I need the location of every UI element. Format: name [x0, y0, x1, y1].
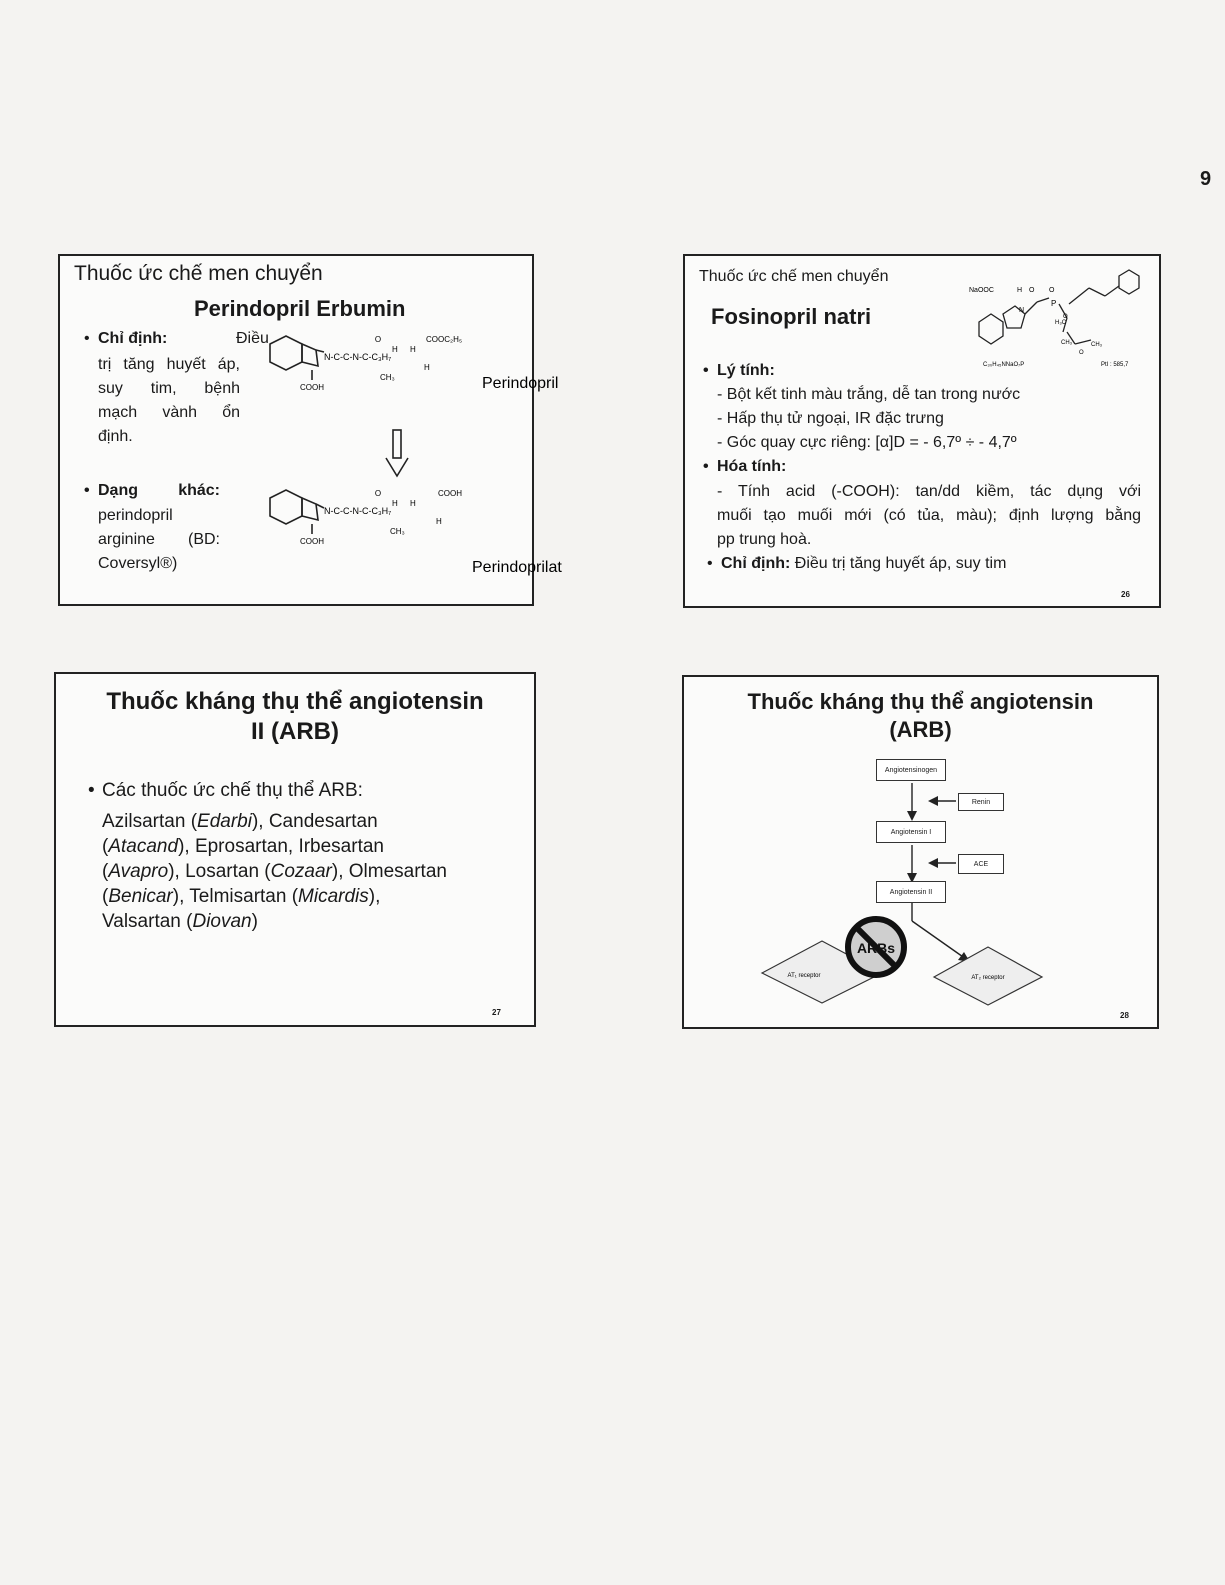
struct-text: H — [410, 345, 416, 354]
struct-text: H — [392, 499, 398, 508]
forms-label: • Dạng khác: — [98, 482, 220, 500]
perindoprilat-structure — [270, 490, 324, 534]
struct-text: H — [410, 499, 416, 508]
arb-text: ( — [102, 836, 109, 857]
slide-number: 26 — [1121, 590, 1130, 599]
arbs-label: ARBs — [856, 940, 896, 956]
struct-text: N-C-C-N-C-C₃H₇ — [324, 506, 392, 516]
slide-number: 27 — [492, 1008, 501, 1017]
arb-text: ( — [102, 861, 109, 882]
slide-fosinopril — [683, 254, 1161, 608]
arb-line — [102, 911, 258, 933]
arb-brand: Benicar — [108, 886, 173, 907]
slide-title-line2: (ARB) — [889, 717, 952, 742]
struct-text: N — [1019, 307, 1025, 314]
arb-line — [102, 811, 378, 833]
slide-arb-list — [54, 672, 536, 1027]
formula: C₃₀H₄₅NNaO₇P — [983, 362, 1025, 368]
indication-line: suy tim, bệnh — [98, 380, 240, 397]
struct-text: O — [1079, 350, 1084, 356]
arb-text: ), Olmesartan — [331, 861, 447, 882]
forms-line: arginine (BD: — [98, 531, 220, 548]
at2-label: AT₂ receptor — [971, 975, 1005, 981]
struct-text: CH₃ — [1061, 340, 1073, 346]
renin-box: Renin — [958, 793, 1004, 811]
arb-brand: Diovan — [192, 911, 252, 932]
slide-heading: Thuốc ức chế men chuyển — [699, 268, 889, 285]
struct-text: H — [436, 517, 442, 526]
arb-text: ) — [251, 911, 258, 932]
struct-text: O — [1063, 314, 1068, 320]
arb-brand: Edarbi — [197, 811, 252, 832]
ace-box: ACE — [958, 854, 1004, 874]
slide-title-line1: Thuốc kháng thụ thể angiotensin — [747, 689, 1094, 714]
slide-perindopril — [58, 254, 562, 606]
arb-text: ), Telmisartan ( — [172, 886, 299, 907]
arb-brand: Micardis — [298, 886, 369, 907]
indication-label: Chỉ định: — [721, 555, 791, 572]
struct-text: CH₃ — [390, 527, 405, 536]
down-arrow-icon — [386, 430, 408, 476]
perindopril-structures — [252, 335, 562, 591]
molecular-weight: PtI : 585,7 — [1101, 362, 1129, 368]
struct-text: CH₃ — [1091, 342, 1103, 348]
indication-word: Điều — [236, 330, 269, 347]
arb-text: Azilsartan ( — [102, 811, 198, 832]
indication-line: trị tăng huyết áp, — [98, 356, 240, 373]
arb-line — [102, 836, 384, 858]
arb-text: Valsartan ( — [102, 911, 193, 932]
struct-text: O — [1049, 287, 1055, 294]
slide-title-line1: Thuốc kháng thụ thể angiotensin — [106, 688, 484, 715]
indication-text: Điều trị tăng huyết áp, suy tim — [794, 555, 1007, 572]
arrow-icon — [928, 796, 938, 806]
slide-heading: Thuốc ức chế men chuyển — [74, 262, 323, 285]
struct-text: N-C-C-N-C-C₃H₇ — [324, 352, 392, 362]
chem-line: pp trung hoà. — [717, 531, 812, 548]
arrow-icon — [907, 811, 917, 821]
struct-text: H — [424, 363, 430, 372]
ras-diagram — [684, 677, 1157, 1027]
slide-title: Fosinopril natri — [711, 304, 872, 329]
arb-bullet: • Các thuốc ức chế thụ thể ARB: — [102, 780, 363, 802]
angiotensin2-box: Angiotensin II — [876, 881, 946, 903]
arb-line — [102, 861, 447, 883]
arrow-icon — [928, 858, 938, 868]
page-number: 9 — [1200, 168, 1212, 190]
arb-brand: Avapro — [108, 861, 169, 882]
struct-text: O — [374, 489, 382, 498]
struct-text: H — [392, 345, 398, 354]
struct-text: P — [1051, 299, 1057, 308]
indication-line: định. — [98, 428, 133, 445]
phys-label: • Lý tính: — [717, 362, 775, 380]
indication-line: mạch vành ổn — [98, 404, 240, 421]
at1-label: AT₁ receptor — [787, 973, 821, 979]
arb-text: ), Losartan ( — [168, 861, 271, 882]
arb-text: ), Eprosartan, Irbesartan — [178, 836, 384, 857]
angiotensinogen-box: Angiotensinogen — [876, 759, 946, 781]
chem-line: - Tính acid (-COOH): tan/dd kiềm, tác dụng với — [717, 483, 1141, 500]
struct-text: H₃C — [1055, 320, 1067, 326]
arb-text: ), — [368, 886, 381, 907]
struct-text: O — [374, 335, 382, 344]
phys-line: - Góc quay cực riêng: [α]D = - 6,7º ÷ - 4,7º — [717, 434, 1017, 451]
slide-number: 28 — [1120, 1011, 1129, 1020]
chem-label: • Hóa tính: — [717, 458, 786, 476]
struct-text: COOC₂H₅ — [426, 335, 463, 344]
perindopril-label: Perindopril — [482, 375, 559, 392]
arb-brand: Atacand — [108, 836, 179, 857]
struct-text: H — [1017, 287, 1023, 294]
fosinopril-structure — [963, 262, 1159, 370]
struct-text: NaOOC — [969, 287, 994, 294]
forms-line: Coversyl®) — [98, 555, 178, 572]
phys-line: - Hấp thụ tử ngoại, IR đặc trưng — [717, 410, 944, 427]
perindopril-structure — [270, 336, 324, 380]
indication-label: Chỉ định: — [98, 330, 168, 347]
struct-text: COOH — [300, 537, 324, 546]
slide-title: Perindopril Erbumin — [194, 296, 406, 321]
slide-arb-diagram — [682, 675, 1159, 1029]
arb-line — [102, 886, 380, 908]
arb-text: ), Candesartan — [251, 811, 378, 832]
perindoprilat-label: Perindoprilat — [472, 559, 562, 576]
indication-line — [721, 555, 1006, 573]
struct-text: O — [1029, 287, 1035, 294]
arb-text: ( — [102, 886, 109, 907]
angiotensin1-box: Angiotensin I — [876, 821, 946, 843]
arb-brand: Cozaar — [270, 861, 332, 882]
phys-line: - Bột kết tinh màu trắng, dễ tan trong nước — [717, 386, 1021, 403]
forms-line: perindopril — [98, 507, 173, 524]
slide-title-line2: II (ARB) — [251, 718, 339, 745]
struct-text: CH₃ — [380, 373, 395, 382]
chem-line: muối tạo muối mới (có tủa, màu); định lượng bằng — [717, 507, 1141, 524]
struct-text: COOH — [300, 383, 324, 392]
indication-label-line — [98, 330, 269, 348]
struct-text: COOH — [438, 489, 462, 498]
